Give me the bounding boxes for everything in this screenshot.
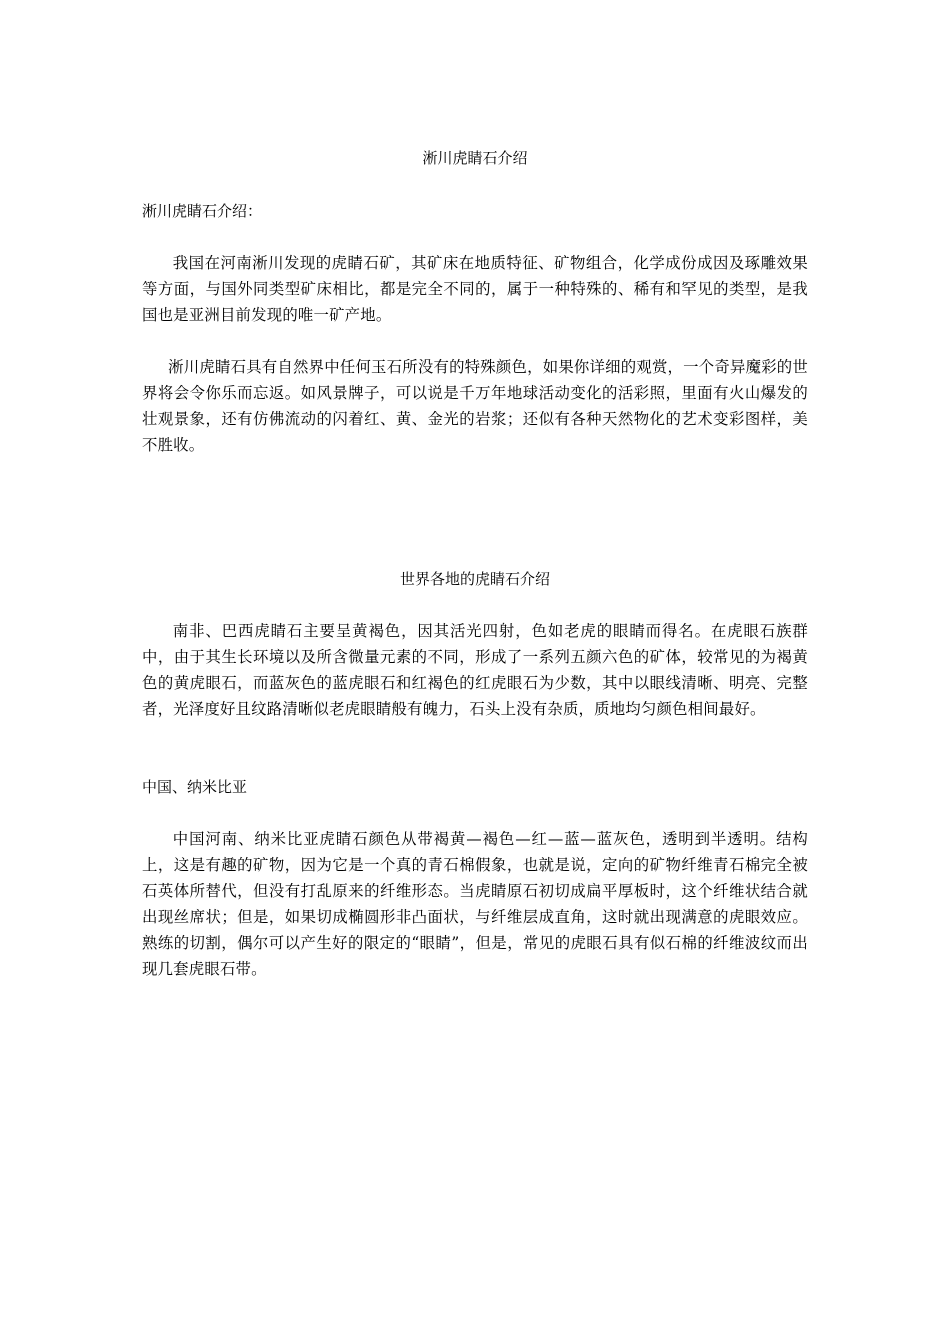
section-title-xichuan: 淅川虎睛石介绍 (422, 149, 528, 167)
subheading-china-namibia: 中国、纳米比亚 (142, 778, 248, 796)
section-title-world: 世界各地的虎睛石介绍 (399, 570, 550, 588)
paragraph-xichuan-deposit: 我国在河南淅川发现的虎睛石矿，其矿床在地质特征、矿物组合，化学成份成因及琢雕效果等方面，与国外同类型矿床相比，都是完全不同的，属于一种特殊的、稀有和罕见的类型，是我国也是亚洲目前发现的唯一矿产地。 (142, 254, 808, 324)
subheading-xichuan-intro: 淅川虎睛石介绍： (142, 202, 263, 220)
paragraph-xichuan-color: 淅川虎睛石具有自然界中任何玉石所没有的特殊颜色，如果你详细的观赏，一个奇异魔彩的世界将会令你乐而忘返。如风景牌子，可以说是千万年地球活动变化的活彩照，里面有火山爆发的壮观景象，还有仿佛流动的闪着红、黄、金光的岩浆；还似有各种天然物化的艺术变彩图样，美不胜收。 (142, 358, 808, 454)
paragraph-china-namibia: 中国河南、纳米比亚虎睛石颜色从带褐黄—褐色—红—蓝—蓝灰色，透明到半透明。结构上，这是有趣的矿物，因为它是一个真的青石棉假象，也就是说，定向的矿物纤维青石棉完全被石英体所替代，但没有打乱原来的纤维形态。当虎睛原石初切成扁平厚板时，这个纤维状结合就出现丝席状；但是，如果切成椭圆形非凸面状，与纤维层成直角，这时就出现满意的虎眼效应。熟练的切割，偶尔可以产生好的限定的“眼睛”，但是，常见的虎眼石具有似石棉的纤维波纹而出现几套虎眼石带。 (142, 830, 808, 978)
paragraph-south-africa-brazil: 南非、巴西虎睛石主要呈黄褐色，因其活光四射，色如老虎的眼睛而得名。在虎眼石族群中，由于其生长环境以及所含微量元素的不同，形成了一系列五颜六色的矿体，较常见的为褐黄色的黄虎眼石，而蓝灰色的蓝虎眼石和红褐色的红虎眼石为少数，其中以眼线清晰、明亮、完整者，光泽度好且纹路清晰似老虎眼睛般有魄力，石头上没有杂质，质地均匀颜色相间最好。 (142, 622, 808, 718)
